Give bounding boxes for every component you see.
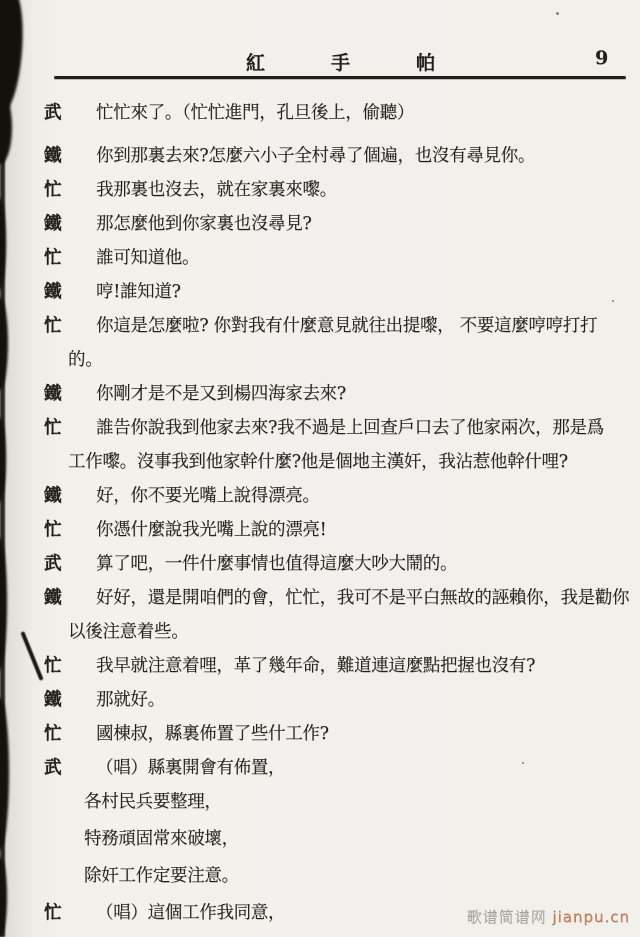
verse-text: 特務頑固常來破壞， — [84, 829, 239, 849]
sung-verse-line — [0, 825, 640, 862]
watermark-site-url: jianpu.cn — [552, 908, 630, 926]
dialogue-line — [0, 244, 640, 278]
dialogue-text: 你剛才是不是又到楊四海家去來? — [96, 384, 346, 404]
dialogue-text: 好，你不要光嘴上說得漂亮。 — [96, 486, 320, 506]
speaker-label: 武 — [44, 758, 62, 778]
dialogue-line — [0, 312, 640, 346]
dialogue-line — [0, 584, 640, 618]
dialogue-continuation-line — [0, 618, 640, 652]
dialogue-line — [0, 516, 640, 550]
speaker-label: 鐵 — [44, 384, 62, 404]
speaker-label: 鐵 — [44, 214, 62, 234]
script-body — [0, 99, 640, 933]
dialogue-text: 好好，還是開咱們的會，忙忙，我可不是平白無故的誣賴你，我是勸你 — [96, 588, 630, 608]
dialogue-line — [0, 482, 640, 516]
speaker-label: 忙 — [44, 248, 62, 268]
speaker-label: 鐵 — [44, 588, 62, 608]
dialogue-text: 我那裏也沒去，就在家裏來嚟。 — [96, 180, 337, 200]
speaker-label: 忙 — [44, 903, 62, 923]
sung-verse-line — [0, 862, 640, 899]
dialogue-text: 那就好。 — [96, 690, 165, 710]
speaker-label: 忙 — [44, 418, 62, 438]
dialogue-text: （唱）這個工作我同意， — [96, 903, 286, 923]
header-rule — [54, 76, 626, 79]
dialogue-line — [0, 380, 640, 414]
dialogue-text: 我早就注意着哩，革了幾年命，難道連這麼點把握也沒有? — [96, 656, 536, 676]
speaker-label: 忙 — [44, 316, 62, 336]
dialogue-text: 國棟叔，縣裏佈置了些什工作? — [96, 724, 329, 744]
speaker-label: 忙 — [44, 724, 62, 744]
dialogue-line — [0, 550, 640, 584]
page-number: 9 — [595, 47, 609, 69]
dialogue-text: 忙忙來了。（忙忙進門，孔旦後上，偷聽） — [96, 103, 415, 123]
dialogue-line — [0, 210, 640, 244]
page-title: 紅手帕 — [246, 52, 502, 74]
dialogue-line — [0, 686, 640, 720]
speaker-label: 武 — [44, 554, 62, 574]
speaker-label: 武 — [44, 103, 62, 123]
verse-text: 除奸工作定要注意。 — [84, 866, 239, 886]
dialogue-text: 那怎麼他到你家裏也沒尋見? — [96, 214, 312, 234]
dialogue-line — [0, 99, 640, 133]
watermark-site-name: 歌谱简谱网 — [466, 908, 547, 926]
dialogue-line — [0, 652, 640, 686]
dialogue-text: 你這是怎麼啦? 你對我有什麼意見就往出提嚟， 不要這麼哼哼打打 — [96, 316, 598, 336]
sung-verse-line — [0, 788, 640, 825]
speaker-label: 鐵 — [44, 282, 62, 302]
speaker-label: 忙 — [44, 520, 62, 540]
speaker-label: 鐵 — [44, 690, 62, 710]
dialogue-text: 以後注意着些。 — [68, 622, 189, 642]
dialogue-text: 誰可知道他。 — [96, 248, 200, 268]
speaker-label: 忙 — [44, 656, 62, 676]
dialogue-line — [0, 278, 640, 312]
dialogue-text: 算了吧，一件什麼事情也值得這麼大吵大鬧的。 — [96, 554, 458, 574]
scan-speck — [556, 12, 559, 15]
speaker-label: 鐵 — [44, 146, 62, 166]
dialogue-line — [0, 414, 640, 448]
dialogue-continuation-line — [0, 448, 640, 482]
dialogue-text: 誰告你說我到他家去來?我不過是上回查戶口去了他家兩次，那是爲 — [96, 418, 604, 438]
verse-text: 各村民兵要整理， — [84, 792, 222, 812]
dialogue-text: 哼!誰知道? — [96, 282, 181, 302]
dialogue-line — [0, 754, 640, 788]
dialogue-text: 你到那裏去來?怎麼六小子全村尋了個遍，也沒有尋見你。 — [96, 146, 536, 166]
watermark — [467, 906, 630, 927]
dialogue-text: 的。 — [68, 350, 103, 370]
dialogue-line — [0, 176, 640, 210]
dialogue-text: （唱）縣裏開會有佈置， — [96, 758, 286, 778]
speaker-label: 鐵 — [44, 486, 62, 506]
speaker-label: 忙 — [44, 180, 62, 200]
dialogue-line — [0, 720, 640, 754]
dialogue-continuation-line — [0, 346, 640, 380]
dialogue-text: 你憑什麼說我光嘴上說的漂亮! — [96, 520, 327, 540]
dialogue-text: 工作嚟。沒事我到他家幹什麼?他是個地主漢奸，我沾惹他幹什哩? — [68, 452, 568, 472]
dialogue-line — [0, 142, 640, 176]
